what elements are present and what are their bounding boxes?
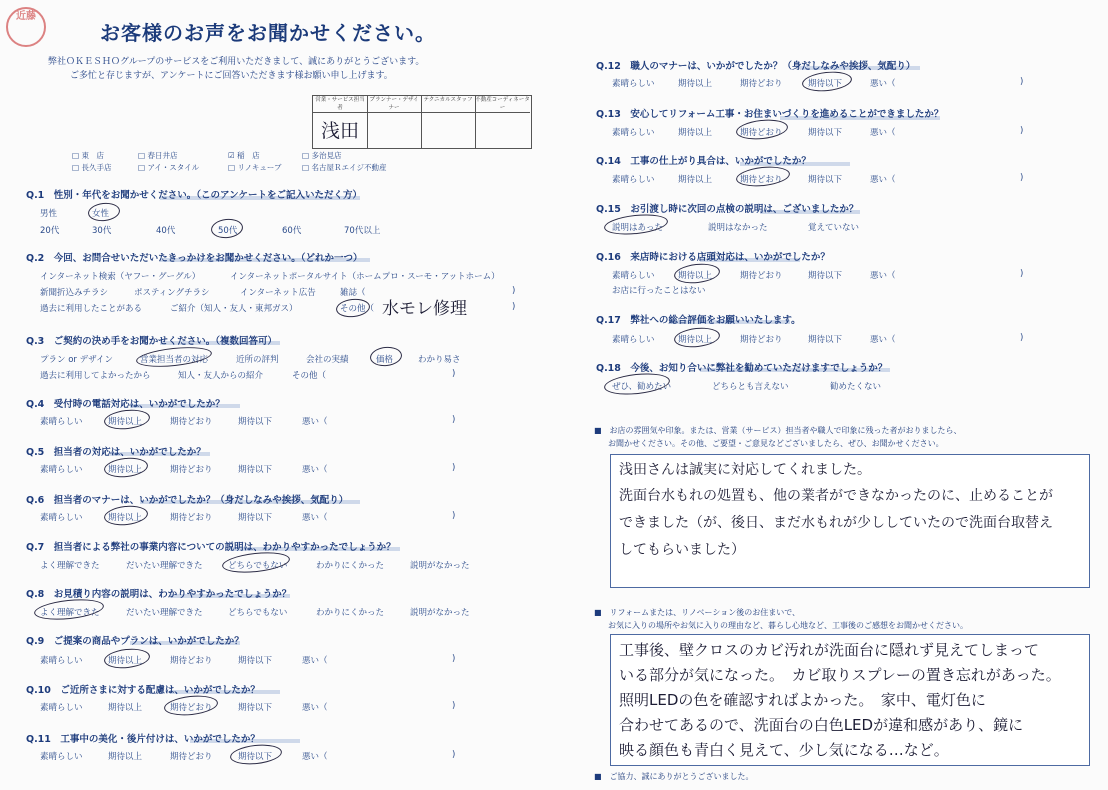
staff-header-realestate: 不動産コーディネーター — [475, 97, 530, 111]
question-q1: Q.1 性別・年代をお聞かせください。（このアンケートをご記入いただく方） — [26, 190, 362, 201]
question-q13: Q.13 安心してリフォーム工事・お住まいづくりを進めることができましたか？ — [596, 109, 944, 120]
staff-header-planner: プランナー・デザイナー — [367, 96, 422, 113]
comment2-box: 工事後、壁クロスのカビ汚れが洗面台に隠れず見えてしまって いる部分が気になった。 カビ取りスプレーの置き忘れがあった。 照明LEDの色を確認すればよかった。 家中、電灯色に 合わせてあるので、洗面台の白色LEDが違和感があり、鏡に 映る顔色も青白く見えて、少し気になる…など。 — [610, 634, 1090, 766]
footer-thanks: ■ ご協力、誠にありがとうございました。 — [594, 772, 754, 781]
question-q5: Q.5 担当者の対応は、いかがでしたか？ — [26, 447, 206, 458]
question-q4: Q.4 受付時の電話対応は、いかがでしたか？ — [26, 399, 225, 410]
question-q18: Q.18 今後、お知り合いに弊社を勧めていただけますでしょうか？ — [596, 363, 888, 374]
question-q16: Q.16 来店時における店頭対応は、いかがでしたか？ — [596, 252, 830, 263]
staff-header-technical: テクニカルスタッフ — [421, 96, 476, 113]
question-q6: Q.6 担当者のマナーは、いかがでしたか？（身だしなみや挨拶、気配り） — [26, 495, 349, 506]
comment2-prompt: ■ リフォームまたは、リノベーション後のお住まいで、 お気に入りの場所やお気に入りの理由など、暮らし心地など、工事後のご感想をお聞かせください。 — [594, 608, 968, 630]
comment1-box: 浅田さんは誠実に対応してくれました。 洗面台水もれの処置も、他の業者ができなかったのに、止めることが できました（が、後日、まだ水もれが少ししていたので洗面台取替え してもらいました） — [610, 454, 1090, 588]
question-q11: Q.11 工事中の美化・後片付けは、いかがでしたか？ — [26, 734, 260, 745]
question-q2: Q.2 今回、お問合せいただいたきっかけをお聞かせください。（どれか一つ） — [26, 253, 363, 264]
staff-handwritten-name: 浅田 — [321, 120, 360, 142]
question-q3: Q.3 ご契約の決め手をお聞かせください。（複数回答可） — [26, 336, 278, 347]
q2-handwritten-other: 水モレ修理 — [382, 299, 467, 319]
comment1-prompt: ■ お店の雰囲気や印象。または、営業（サービス）担当者や職人で印象に残った者がおりましたら、 お聞かせください。その他、ご要望・ご意見などございましたら、ぜひ、お聞かせください。 — [594, 426, 962, 448]
question-q14: Q.14 工事の仕上がり具合は、いかがでしたか？ — [596, 156, 811, 167]
question-q9: Q.9 ご提案の商品やプランは、いかがでしたか？ — [26, 636, 244, 647]
staff-header-sales: 営業・サービス担当者 — [313, 96, 368, 113]
staff-box — [312, 95, 532, 149]
question-q17: Q.17 弊社への総合評価をお願いいたします。 — [596, 315, 801, 326]
question-q7: Q.7 担当者による弊社の事業内容についての説明は、わかりやすかったでしょうか？ — [26, 542, 396, 553]
page-title: お客様のお声をお聞かせください。 — [100, 21, 436, 45]
question-q8: Q.8 お見積り内容の説明は、わかりやすかったでしょうか？ — [26, 589, 292, 600]
question-q15: Q.15 お引渡し時に次回の点検の説明は、ございましたか？ — [596, 204, 859, 215]
question-q12: Q.12 職人のマナーは、いかがでしたか？（身だしなみや挨拶、気配り） — [596, 61, 916, 72]
question-q10: Q.10 ご近所さまに対する配慮は、いかがでしたか？ — [26, 685, 260, 696]
intro-text: 弊社ＯＫＥＳＨＯグループのサービスをご利用いただきまして、誠にありがとうございます。 ご多忙と存じますが、アンケートにご回答いただきます様お願い申し上げます。 — [48, 57, 425, 81]
approval-seal: 近藤 — [6, 7, 46, 47]
answer-mark — [87, 201, 121, 222]
